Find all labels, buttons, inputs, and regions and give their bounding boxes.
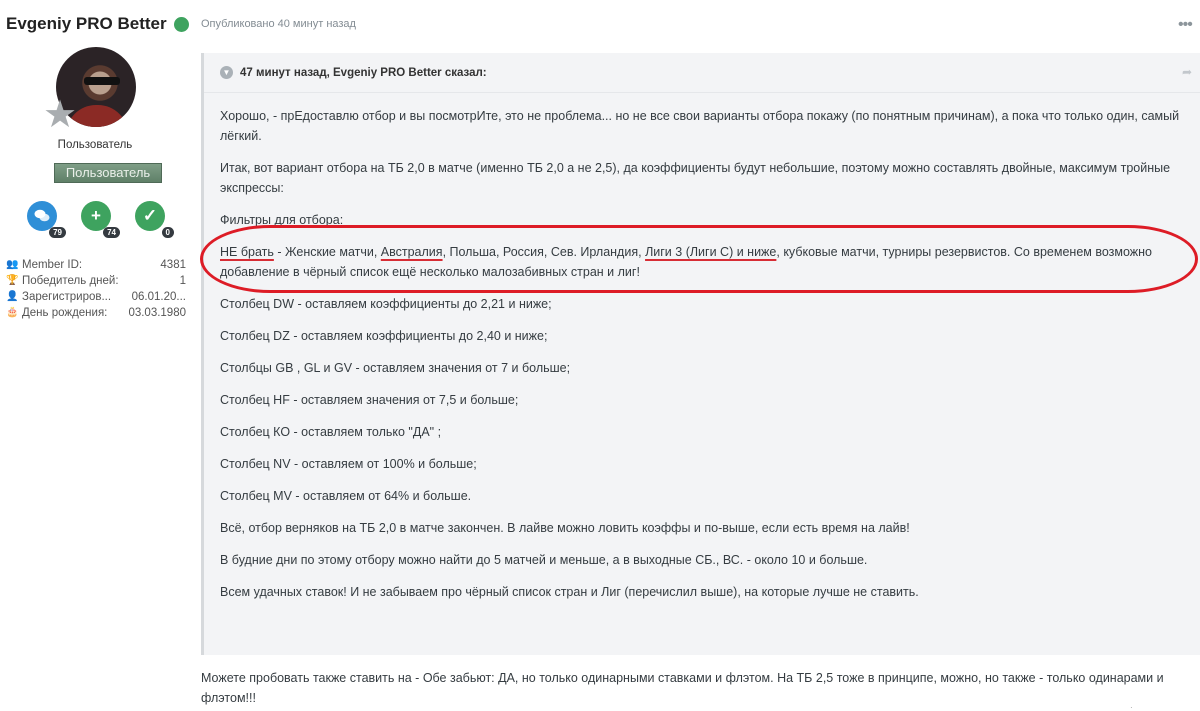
text-fragment: , кубковые матчи, турниры резервистов. Со временем возможно добавление в чёрный список ещё несколько малозабивных стран и лиг!	[220, 245, 1152, 279]
info-row-birthday	[6, 305, 186, 321]
reputation-count: 74	[103, 227, 120, 238]
underlined-text: Лиги 3 (Лиги С) и ниже	[645, 245, 777, 259]
posts-count: 79	[49, 227, 66, 238]
quote-block	[201, 53, 1200, 655]
quote-body	[220, 106, 1180, 614]
quote-paragraph: Столбцы GB , GL и GV - оставляем значения от 7 и больше;	[220, 361, 571, 375]
quote-paragraph: Всем удачных ставок! И не забываем про чёрный список стран и Лиг (перечислил выше), на которые лучше не ставить.	[220, 585, 919, 599]
info-value: 03.03.1980	[128, 307, 186, 319]
quote-paragraph: Хорошо, - прЕдоставлю отбор и вы посмотрИте, это не проблема... но не все свои варианты отбора покажу (по понятным причинам), а пока что только один, самый лёгкий.	[220, 109, 1180, 143]
info-label: День рождения:	[22, 307, 108, 319]
quote-paragraph: Столбец HF - оставляем значения от 7,5 и больше;	[220, 393, 519, 407]
text-fragment: , Польша, Россия, Сев. Ирландия,	[442, 245, 646, 259]
chevron-down-icon[interactable]: ▼	[220, 66, 233, 79]
plus-icon[interactable]	[81, 201, 116, 237]
quote-paragraph: Столбец КО - оставляем только "ДА" ;	[220, 425, 442, 439]
text-fragment: - Женские матчи,	[273, 245, 381, 259]
red-annotation-ellipse	[200, 225, 1198, 293]
rank-star-icon: ★	[43, 94, 78, 136]
rank-title: Пользователь	[57, 139, 133, 151]
info-label: Победитель дней:	[22, 275, 119, 287]
solutions-count: 0	[162, 227, 174, 238]
underlined-text: НЕ брать	[220, 245, 274, 259]
author-info	[6, 257, 186, 321]
rank-badge: Пользователь	[54, 163, 162, 183]
avatar-sunglasses	[84, 77, 120, 85]
info-value: 1	[179, 275, 186, 287]
trophy-icon: 🏆	[6, 275, 19, 286]
chat-bubbles-glyph	[34, 209, 50, 223]
info-value: 06.01.20...	[131, 291, 186, 303]
users-icon: 👥	[6, 259, 19, 270]
online-status-icon	[174, 17, 189, 32]
quote-header-text[interactable]: 47 минут назад, Evgeniy PRO Better сказал:	[240, 66, 487, 79]
quote-paragraph: Всё, отбор верняков на ТБ 2,0 в матче закончен. В лайве можно ловить коэффы и по-выше, если есть время на лайв!	[220, 521, 910, 535]
quote-header	[204, 53, 1200, 93]
info-label: Зарегистриров...	[22, 291, 112, 303]
quote-paragraph: В будние дни по этому отбору можно найти до 5 матчей и меньше, а в выходные СБ., ВС. - около 10 и больше.	[220, 553, 868, 567]
more-options-icon[interactable]: •••	[1178, 16, 1192, 33]
quote-paragraph: Итак, вот вариант отбора на ТБ 2,0 в матче (именно ТБ 2,0 а не 2,5), да коэффициенты будут небольшие, поэтому можно составлять двойные, максимум тройные экспрессы:	[220, 161, 1171, 195]
user-plus-icon: 👤	[6, 291, 19, 302]
check-glyph: ✓	[142, 206, 158, 225]
quote-paragraph: Фильтры для отбора:	[220, 213, 344, 227]
quote-paragraph: Столбец DW - оставляем коэффициенты до 2,21 и ниже;	[220, 297, 552, 311]
info-row-registered	[6, 289, 186, 305]
post-published-time[interactable]: Опубликовано 40 минут назад	[201, 18, 356, 30]
cake-icon: 🎂	[6, 307, 19, 318]
info-row-member-id	[6, 257, 186, 273]
scroll-marker: ·	[1130, 703, 1133, 711]
underlined-text: Австралия	[380, 245, 443, 259]
share-arrow-icon[interactable]: ➦	[1181, 65, 1192, 79]
post-body-text: Можете пробовать также ставить на - Обе забьют: ДА, но только одинарными ставками и флэтом. На ТБ 2,5 тоже в принципе, можно, но также - только одинарами и флэтом!!!	[201, 671, 1164, 705]
check-icon[interactable]	[135, 201, 170, 237]
info-row-winner-days	[6, 273, 186, 289]
info-value: 4381	[160, 259, 186, 271]
info-label: Member ID:	[22, 259, 83, 271]
quote-paragraph: Столбец DZ - оставляем коэффициенты до 2,40 и ниже;	[220, 329, 548, 343]
quote-paragraph: Столбец MV - оставляем от 64% и больше.	[220, 489, 472, 503]
author-name[interactable]	[6, 14, 189, 34]
author-name-text[interactable]: Evgeniy PRO Better	[6, 14, 167, 33]
quote-paragraph: Столбец NV - оставляем от 100% и больше;	[220, 457, 477, 471]
chat-bubbles-icon[interactable]	[27, 201, 62, 237]
plus-glyph: +	[91, 206, 101, 225]
